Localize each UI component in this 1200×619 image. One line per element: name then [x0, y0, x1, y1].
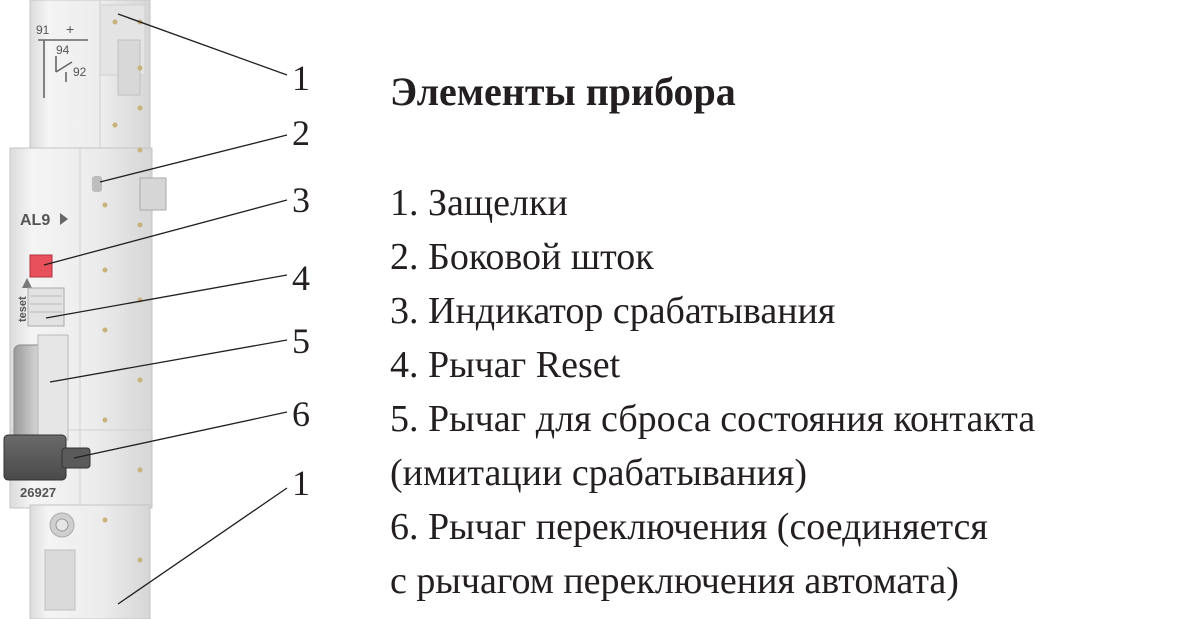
callout-number-2: 2: [292, 113, 310, 153]
callout-number-5: 5: [292, 321, 310, 361]
callout-number-1-bottom: 1: [292, 463, 310, 503]
legend-item-3: 3. Индикатор срабатывания: [390, 290, 836, 332]
callout-number-6: 6: [292, 394, 310, 434]
brand-label: AL9: [20, 212, 51, 229]
legend-item-6: 6. Рычаг переключения (соединяется: [390, 506, 988, 548]
legend-item-5: 5. Рычаг для сброса состояния контакта: [390, 398, 1036, 440]
callout-number-1: 1: [292, 58, 310, 98]
trip-indicator: [30, 255, 52, 277]
legend-list: [390, 176, 1035, 608]
legend-item-1: 1. Защелки: [390, 182, 568, 224]
legend-item-6-continued: с рычагом переключения автомата): [390, 560, 959, 602]
legend-item-2: 2. Боковой шток: [390, 236, 654, 278]
legend-item-4: 4. Рычаг Reset: [390, 344, 621, 386]
part-number: 26927: [20, 485, 57, 500]
device-lower-body: [30, 505, 150, 619]
legend-item-5-continued: (имитации срабатывания): [390, 452, 808, 494]
reset-lever: [28, 288, 64, 326]
schematic-label-92: 92: [73, 65, 87, 79]
schematic-label-91: 91: [36, 23, 50, 37]
callout-number-4: 4: [292, 258, 310, 298]
schematic-label-plus: +: [66, 21, 75, 37]
side-label: teset: [17, 296, 29, 322]
contact-reset-lever: [14, 335, 68, 440]
callout-number-3: 3: [292, 180, 310, 220]
legend-title: Элементы прибора: [390, 69, 736, 114]
schematic-label-94: 94: [56, 43, 70, 57]
